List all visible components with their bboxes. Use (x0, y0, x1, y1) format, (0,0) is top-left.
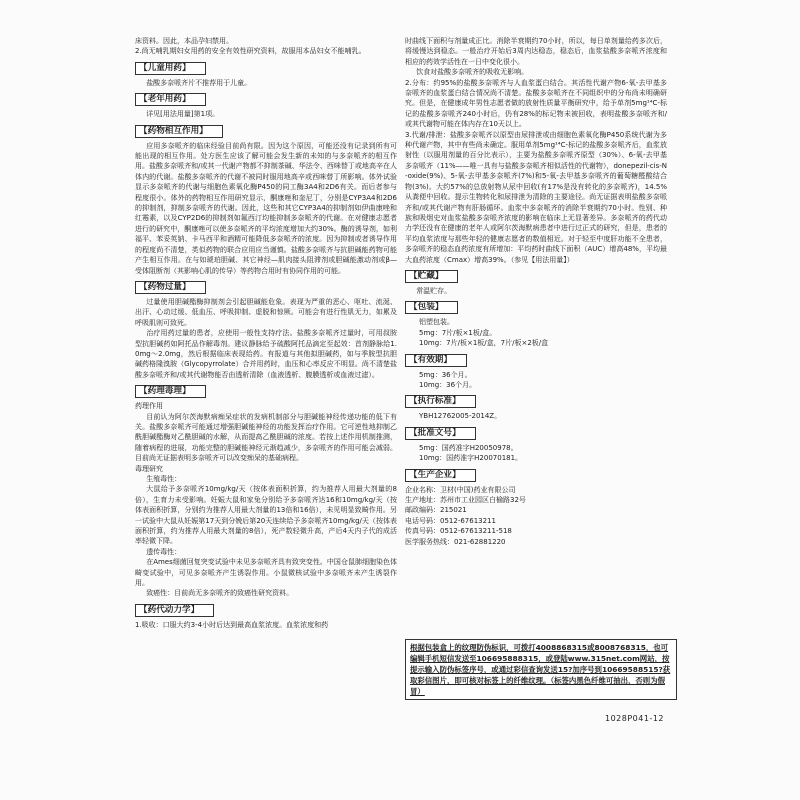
children-text: 盐酸多奈哌齐片不推荐用于儿童。 (146, 78, 252, 87)
package-line: 5mg：7片/板×1板/盒。 (419, 328, 497, 337)
manufacturer-row (405, 495, 667, 505)
interactions-text: 应用多奈哌齐的临床经验目前尚有限。因为这个原因，可能还没有记录到所有可能出现的相互作用。处方医生应该了解可能会发生新的未知的与多奈哌齐的相互作用。盐酸多奈哌齐和/或其一代谢产物都不抑制茶碱、华法令、西咪替丁或地高辛在人体内的代谢。盐酸多奈哌齐的代谢不被同时服用地高辛或西咪替丁所影响。体外试验显示多奈哌齐的代谢与细胞色素氧化酶P450的同工酶3A4和2D6有关。而后者参与程度很小。体外的药物相互作用研究显示，酮康唑和奎尼丁，分别是CYP3A4和2D6的抑制剂，抑制多奈哌齐的代谢。因此，这些和其它CYP3A4的抑制剂如伊曲康唑和红霉素，以及CYP2D6的抑制剂如氟西汀均能抑制多奈哌齐的代谢。在对健康志愿者进行的研究中，酮康唑可以使多奈哌齐的平均浓度增加大约30%。酶的诱导剂，如利福平、苯妥英钠、卡马西平和酒精可能降低多奈哌齐的浓度。因为抑制或者诱导作用的程度尚不清楚，类似药物的联合应用应当谨慎。盐酸多奈哌齐与抗胆碱能药物可能产生相互作用。在与如琥珀胆碱、其它神经—肌肉接头阻滞剂或胆碱能激动剂或β—受体阻断剂（其影响心肌的传导）等药物合用时有协同作用的可能。 (135, 141, 397, 275)
pk-absorption-text: 1.吸收：口服大约3-4小时后达到最高血浆浓度。血浆浓度和药 (135, 620, 329, 629)
pk-continued-text: 时曲线下面积与剂量成正比。消除半衰期约70小时，所以，每日单剂量给药多次后，将缓慢达到稳态。一般治疗开始后3周内达稳态，稳态后，血浆盐酸多奈哌齐浓度和相应的药效学活性在一日中变化很小。 (405, 37, 667, 66)
manufacturer-value: 021-62881220 (454, 537, 506, 546)
overdose-paragraph: 过量使用胆碱酯酶抑制剂会引起胆碱能危象。表现为严重的恶心、呕吐、流涎、出汗、心动过缓、低血压、呼吸抑制、虚脱和惊厥。可能会有进行性肌无力，如累及呼吸肌则可致死。 (135, 297, 397, 327)
pharmacology-text: 目前认为阿尔茨海默病痴呆症状的发病机制部分与胆碱能神经传递功能的低下有关。盐酸多奈哌齐可能通过增强胆碱能神经的功能发挥治疗作用。它可逆性地抑制乙酰胆碱酯酶对乙酰胆碱的水解，从而提高乙酰胆碱的浓度。若按上述作用机制推测，随着病程的进展，功能完整的胆碱能神经元渐趋减少，多奈哌齐的作用可能会减弱。目前尚无证据表明多奈哌齐可以改变痴呆的基础病程。 (135, 412, 397, 463)
manufacturer-row (405, 526, 667, 536)
approval-line: 5mg：国药准字H20050978。 (419, 443, 518, 452)
storage-text: 常温贮存。 (416, 286, 452, 295)
package-heading: 【包装】 (405, 301, 458, 314)
validity-heading: 【有效期】 (405, 354, 467, 367)
manufacturer-value: 0512-67613211-518 (440, 527, 512, 536)
overdose-heading: 【药物过量】 (135, 281, 206, 294)
genetic-toxicity-text: 在Ames细菌回复突变试验中未见多奈哌齐具有致突变性。中国仓鼠肺细胞染色体畸变试验中，可见多奈哌齐产生诱裂作用。小鼠微核试验中多奈哌齐未产生诱裂作用。 (135, 558, 397, 588)
intro-line: 床资料。因此，本品孕妇禁用。 (135, 37, 233, 45)
intro-line: 2.尚无哺乳期妇女用药的安全有效性研究资料，故服用本品妇女不能哺乳。 (135, 47, 366, 56)
manufacturer-key: 邮政编码： (405, 506, 440, 515)
manufacturer-key: 传真号码： (405, 527, 440, 536)
interactions-heading: 【药物相互作用】 (135, 125, 223, 138)
pk-food-text: 饮食对盐酸多奈哌齐的吸收无影响。 (416, 68, 529, 77)
pk-metabolism-text: 3.代谢/排泄：盐酸多奈哌齐以原型由尿排泄或由细胞色素氧化酶P450系统代谢为多种代谢产物，其中有些尚未确定。服用单剂5mg¹⁴C-标记的盐酸多奈哌齐后，血浆放射性（以服用剂量的百分比表示），主要为盐酸多奈哌齐原型（30%）、6-氧-去甲基多奈哌齐（11%——唯一具有与盐酸多奈哌齐相似活性的代谢物），donepezil-cis-N-oxide(9%)、5-氧-去甲基多奈哌齐(7%)和5-氧-去甲基多奈哌齐的葡萄糖醛酸结合物(3%)。大约57%的总放射物从尿中回收(有17%是没有转化的多奈哌齐)，14.5%从粪便中回收。提示生物转化和尿排泄为清除的主要途径。尚无证据表明盐酸多奈哌齐和/或其代谢产物有肝肠循环。血浆中多奈哌齐的消除半衰期约70小时。性别、种族和吸烟史对血浆盐酸多奈哌齐浓度的影响在临床上无显著差异。多奈哌齐的药代动力学还没有在健康的老年人或阿尔茨海默病患者中进行过正式的研究，但是，患者的平均血浆浓度与那些年轻的健康志愿者的数值相近。对于轻至中度肝功能不全患者，多奈哌齐的稳态血药浓度有所增加：平均药时曲线下面积（AUC）增高48%，平均最大血药浓度（Cmax）增高39%。（参见【用法用量】） (405, 130, 667, 264)
toxicology-study-title: 毒理研究 (135, 464, 163, 473)
manufacturer-row (405, 505, 667, 515)
approval-heading: 【批准文号】 (405, 427, 476, 440)
elderly-text: 详见[用法用量]第1项。 (146, 110, 220, 119)
toxicology-heading: 【药理毒理】 (135, 385, 206, 398)
manufacturer-row (405, 537, 667, 547)
genetic-toxicity-title: 遗传毒性： (146, 547, 182, 556)
manufacturer-value: 苏州市工业园区白榆路32号 (440, 496, 526, 504)
manufacturer-value: 0512-67613211 (440, 516, 496, 525)
manufacturer-row (405, 516, 667, 526)
document-code: 1028P041-12 (605, 714, 665, 723)
storage-heading: 【贮藏】 (405, 270, 458, 283)
manufacturer-key: 企业名称： (405, 485, 440, 494)
reproductive-toxicity-title: 生殖毒性： (146, 475, 182, 483)
children-heading: 【儿童用药】 (135, 62, 206, 75)
pharmacology-title: 药理作用 (135, 402, 163, 411)
manufacturer-key: 生产地址： (405, 496, 440, 504)
pk-distribution-text: 2.分布：约95%的盐酸多奈哌齐与人血浆蛋白结合。其活性代谢产物6-氧-去甲基多奈哌齐的血浆蛋白结合情况尚不清楚。盐酸多奈哌齐在不同组织中的分布尚未明确研究。但是，在健康成年男性志愿者做的放射性质量平衡研究中，给予单剂5mg¹⁴C-标记的盐酸多奈哌齐240小时后，仍有28%的标记物未被回收，表明盐酸多奈哌齐和/或其代谢物可能在体内存在10天以上。 (405, 78, 667, 129)
validity-line: 5mg：36个月。 (419, 370, 472, 379)
right-column (405, 36, 667, 547)
standard-heading: 【执行标准】 (405, 395, 476, 408)
approval-line: 10mg：国药准字H20070181。 (419, 454, 523, 463)
manufacturer-row (405, 485, 667, 495)
validity-line: 10mg：36个月。 (419, 380, 477, 389)
manufacturer-info (405, 485, 667, 547)
manufacturer-value: 卫材(中国)药业有限公司 (440, 485, 516, 494)
package-line: 铝塑包装。 (419, 318, 454, 327)
carcinogenicity-text: 致癌性：目前尚无多奈哌齐的致癌性研究资料。 (146, 589, 294, 598)
package-line: 10mg：7片/板×1板/盒，7片/板×2板/盒 (419, 339, 549, 348)
pk-heading: 【药代动力学】 (135, 604, 214, 617)
standard-text: YBH12762005-2014Z。 (419, 412, 502, 421)
anticounterfeit-notice: 根据包装盒上的纹理防伪标识，可拨打4008868315或8008768315，也可编辑手机短信发送至106695888315，或登陆www.315net.com网站，按提示输入防伪标签序号，或通过彩信查询发送15?加序号到10669588515?获取彩信图片，即可核对标签上的纤维纹理。（标签内黑色纤维可抽出，否则为假冒） (405, 639, 677, 700)
manufacturer-key: 电话号码： (405, 516, 440, 525)
overdose-paragraph: 治疗用药过量的患者，应使用一般性支持疗法。盐酸多奈哌齐过量时，可用叔胺型抗胆碱药如阿托品作解毒剂。建议静脉给予硫酸阿托品滴定至起效：首剂静脉给1.0mg～2.0mg，然后根据临床表现给药。有报道与其他拟胆碱药，如与季胺型抗胆碱药格隆溴胺（Glycopyrrolate）合并用药时，血压和心率反应不明显。尚不清楚盐酸多奈哌齐和/或其代谢物能否由透析清除（血液透析、腹膜透析或血液过滤）。 (135, 329, 397, 379)
reproductive-toxicity-text: 大鼠给予多奈哌齐10mg/kg/天（按体表面积折算，约为推荐人用最大剂量的8倍），生育力未受影响。妊娠大鼠和家兔分别给予多奈哌齐达16和10mg/kg/天（按体表面积折算，分别约为推荐人用最大剂量的13倍和16倍），未见明显致畸作用。另一试验中大鼠从妊娠第17天到分娩后第20天连续给予多奈哌齐10mg/kg/天（按体表面积折算，约为推荐人用最大剂量的8倍），死产数轻微升高，产后4天内子代的成活率轻微下降。 (135, 485, 397, 546)
elderly-heading: 【老年用药】 (135, 93, 206, 106)
manufacturer-value: 215021 (440, 506, 467, 515)
left-column (135, 36, 397, 630)
manufacturer-heading: 【生产企业】 (405, 469, 476, 482)
manufacturer-key: 医学服务热线： (405, 537, 454, 546)
